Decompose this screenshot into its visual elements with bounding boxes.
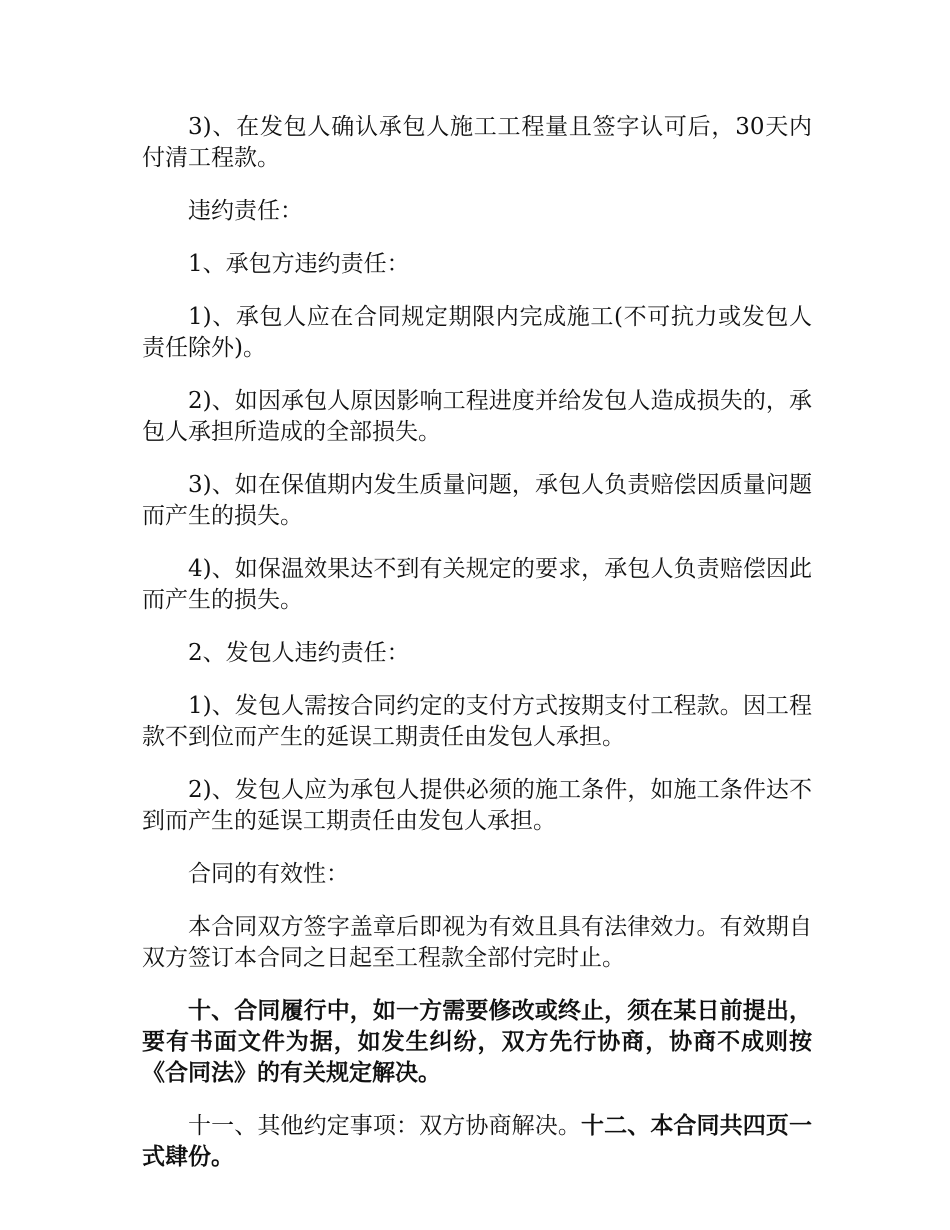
paragraph-contractor-clause-4: 4)、如保温效果达不到有关规定的要求，承包人负责赔偿因此而产生的损失。 <box>142 556 812 613</box>
paragraph-employer-clause-2: 2)、发包人应为承包人提供必须的施工条件，如施工条件达不到而产生的延误工期责任由发包人承担。 <box>142 777 812 834</box>
clause-twelve-text: 十二、本合同共四页一式肆份。 <box>142 1113 813 1170</box>
paragraph-clause-ten: 十、合同履行中，如一方需要修改或终止，须在某日前提出，要有书面文件为据，如发生纠纷，双方先行协商，协商不成则按《合同法》的有关规定解决。 <box>142 998 812 1086</box>
heading-contract-validity: 合同的有效性： <box>188 861 349 887</box>
clause-eleven-text: 十一、其他约定事项：双方协商解决。 <box>188 1113 581 1139</box>
paragraph-contractor-clause-3: 3)、如在保值期内发生质量问题，承包人负责赔偿因质量问题而产生的损失。 <box>142 472 812 529</box>
heading-employer-breach: 2、发包人违约责任： <box>188 640 410 666</box>
paragraph-employer-clause-1: 1)、发包人需按合同约定的支付方式按期支付工程款。因工程款不到位而产生的延误工期责任由发包人承担。 <box>142 693 812 750</box>
paragraph-validity: 本合同双方签字盖章后即视为有效且具有法律效力。有效期自双方签订本合同之日起至工程款全部付完时止。 <box>142 914 812 971</box>
paragraph-clause-eleven-twelve <box>142 1111 812 1173</box>
paragraph-payment-term: 3)、在发包人确认承包人施工工程量且签字认可后，30天内付清工程款。 <box>142 114 812 171</box>
paragraph-contractor-clause-1: 1)、承包人应在合同规定期限内完成施工(不可抗力或发包人责任除外)。 <box>142 304 812 361</box>
document-page <box>142 112 812 1173</box>
heading-breach-liability: 违约责任： <box>188 198 303 224</box>
paragraph-contractor-clause-2: 2)、如因承包人原因影响工程进度并给发包人造成损失的，承包人承担所造成的全部损失。 <box>142 388 812 445</box>
heading-contractor-breach: 1、承包方违约责任： <box>188 251 410 277</box>
